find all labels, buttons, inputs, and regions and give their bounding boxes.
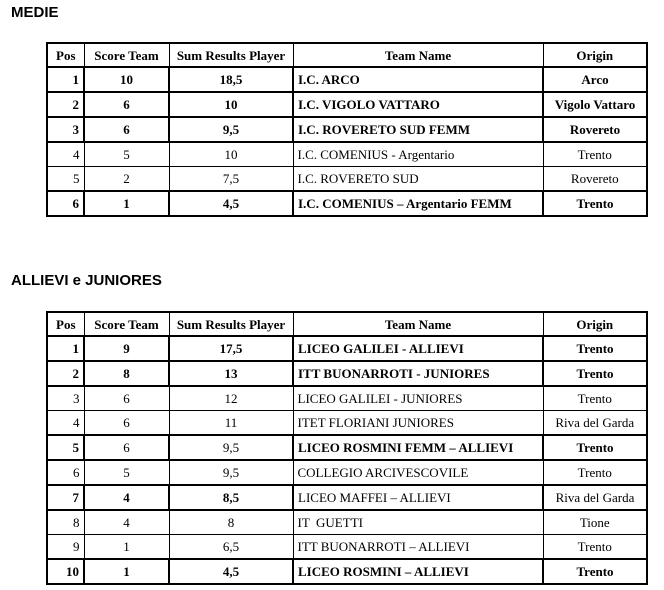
sum-results-cell: 9,5 xyxy=(169,460,293,485)
origin-cell: Riva del Garda xyxy=(543,485,647,510)
header-sum-results: Sum Results Player xyxy=(169,43,293,67)
table-row xyxy=(47,361,647,386)
section-title-allievi-e-juniores: ALLIEVI e JUNIORES xyxy=(11,272,162,289)
table-row xyxy=(47,485,647,510)
medie-results-table xyxy=(46,42,648,217)
pos-cell: 3 xyxy=(47,117,84,142)
pos-cell: 6 xyxy=(47,460,84,485)
table-row xyxy=(47,411,647,436)
sum-results-cell: 13 xyxy=(169,361,293,386)
pos-cell: 7 xyxy=(47,485,84,510)
origin-cell: Trento xyxy=(543,336,647,361)
header-row xyxy=(47,312,647,336)
table-row xyxy=(47,435,647,460)
header-score-team: Score Team xyxy=(84,312,169,336)
score-team-cell: 1 xyxy=(84,535,169,560)
score-team-cell: 6 xyxy=(84,435,169,460)
table-row xyxy=(47,92,647,117)
pos-cell: 10 xyxy=(47,559,84,584)
pos-cell: 9 xyxy=(47,535,84,560)
table-header xyxy=(47,43,647,67)
sum-results-cell: 10 xyxy=(169,92,293,117)
pos-cell: 2 xyxy=(47,92,84,117)
origin-cell: Riva del Garda xyxy=(543,411,647,436)
origin-cell: Tione xyxy=(543,510,647,535)
sum-results-cell: 12 xyxy=(169,386,293,411)
origin-cell: Rovereto xyxy=(543,167,647,192)
team-name-cell: LICEO GALILEI - ALLIEVI xyxy=(293,336,543,361)
team-name-cell: LICEO GALILEI - JUNIORES xyxy=(293,386,543,411)
score-team-cell: 10 xyxy=(84,67,169,92)
sum-results-cell: 8,5 xyxy=(169,485,293,510)
score-team-cell: 6 xyxy=(84,386,169,411)
table-body xyxy=(47,336,647,584)
table-row xyxy=(47,117,647,142)
origin-cell: Trento xyxy=(543,361,647,386)
sum-results-cell: 9,5 xyxy=(169,435,293,460)
origin-cell: Trento xyxy=(543,435,647,460)
sum-results-cell: 10 xyxy=(169,142,293,167)
score-team-cell: 6 xyxy=(84,411,169,436)
table-body xyxy=(47,67,647,216)
team-name-cell: LICEO ROSMINI FEMM – ALLIEVI xyxy=(293,435,543,460)
sum-results-cell: 17,5 xyxy=(169,336,293,361)
header-team-name: Team Name xyxy=(293,43,543,67)
table-row xyxy=(47,167,647,192)
table-row xyxy=(47,191,647,216)
team-name-cell: I.C. VIGOLO VATTARO xyxy=(293,92,543,117)
origin-cell: Trento xyxy=(543,460,647,485)
score-team-cell: 8 xyxy=(84,361,169,386)
team-name-cell: ITET FLORIANI JUNIORES xyxy=(293,411,543,436)
origin-cell: Trento xyxy=(543,191,647,216)
table-row xyxy=(47,67,647,92)
table-row xyxy=(47,386,647,411)
score-team-cell: 9 xyxy=(84,336,169,361)
sum-results-cell: 8 xyxy=(169,510,293,535)
score-team-cell: 4 xyxy=(84,485,169,510)
score-team-cell: 5 xyxy=(84,460,169,485)
team-name-cell: COLLEGIO ARCIVESCOVILE xyxy=(293,460,543,485)
table-row xyxy=(47,460,647,485)
score-team-cell: 2 xyxy=(84,167,169,192)
pos-cell: 8 xyxy=(47,510,84,535)
origin-cell: Trento xyxy=(543,142,647,167)
sum-results-cell: 11 xyxy=(169,411,293,436)
sum-results-cell: 7,5 xyxy=(169,167,293,192)
score-team-cell: 6 xyxy=(84,92,169,117)
score-team-cell: 5 xyxy=(84,142,169,167)
table-row xyxy=(47,535,647,560)
score-team-cell: 1 xyxy=(84,559,169,584)
team-name-cell: I.C. ARCO xyxy=(293,67,543,92)
pos-cell: 1 xyxy=(47,336,84,361)
origin-cell: Arco xyxy=(543,67,647,92)
header-pos: Pos xyxy=(47,312,84,336)
sum-results-cell: 4,5 xyxy=(169,559,293,584)
team-name-cell: ITT BUONARROTI - JUNIORES xyxy=(293,361,543,386)
team-name-cell: I.C. ROVERETO SUD FEMM xyxy=(293,117,543,142)
team-name-cell: LICEO ROSMINI – ALLIEVI xyxy=(293,559,543,584)
origin-cell: Trento xyxy=(543,559,647,584)
sum-results-cell: 6,5 xyxy=(169,535,293,560)
origin-cell: Trento xyxy=(543,386,647,411)
pos-cell: 3 xyxy=(47,386,84,411)
header-origin: Origin xyxy=(543,43,647,67)
origin-cell: Vigolo Vattaro xyxy=(543,92,647,117)
pos-cell: 4 xyxy=(47,411,84,436)
pos-cell: 5 xyxy=(47,167,84,192)
pos-cell: 5 xyxy=(47,435,84,460)
pos-cell: 6 xyxy=(47,191,84,216)
sum-results-cell: 4,5 xyxy=(169,191,293,216)
score-team-cell: 1 xyxy=(84,191,169,216)
team-name-cell: IT GUETTI xyxy=(293,510,543,535)
table-row xyxy=(47,142,647,167)
table-row xyxy=(47,510,647,535)
sum-results-cell: 9,5 xyxy=(169,117,293,142)
header-row xyxy=(47,43,647,67)
team-name-cell: I.C. ROVERETO SUD xyxy=(293,167,543,192)
header-pos: Pos xyxy=(47,43,84,67)
header-sum-results: Sum Results Player xyxy=(169,312,293,336)
table-header xyxy=(47,312,647,336)
team-name-cell: I.C. COMENIUS - Argentario xyxy=(293,142,543,167)
score-team-cell: 6 xyxy=(84,117,169,142)
pos-cell: 1 xyxy=(47,67,84,92)
section-title-medie: MEDIE xyxy=(11,4,59,21)
team-name-cell: ITT BUONARROTI – ALLIEVI xyxy=(293,535,543,560)
table-row xyxy=(47,336,647,361)
pos-cell: 2 xyxy=(47,361,84,386)
allievi-juniores-results-table xyxy=(46,311,648,585)
table-row xyxy=(47,559,647,584)
header-origin: Origin xyxy=(543,312,647,336)
team-name-cell: LICEO MAFFEI – ALLIEVI xyxy=(293,485,543,510)
pos-cell: 4 xyxy=(47,142,84,167)
header-team-name: Team Name xyxy=(293,312,543,336)
header-score-team: Score Team xyxy=(84,43,169,67)
origin-cell: Trento xyxy=(543,535,647,560)
origin-cell: Rovereto xyxy=(543,117,647,142)
sum-results-cell: 18,5 xyxy=(169,67,293,92)
score-team-cell: 4 xyxy=(84,510,169,535)
team-name-cell: I.C. COMENIUS – Argentario FEMM xyxy=(293,191,543,216)
